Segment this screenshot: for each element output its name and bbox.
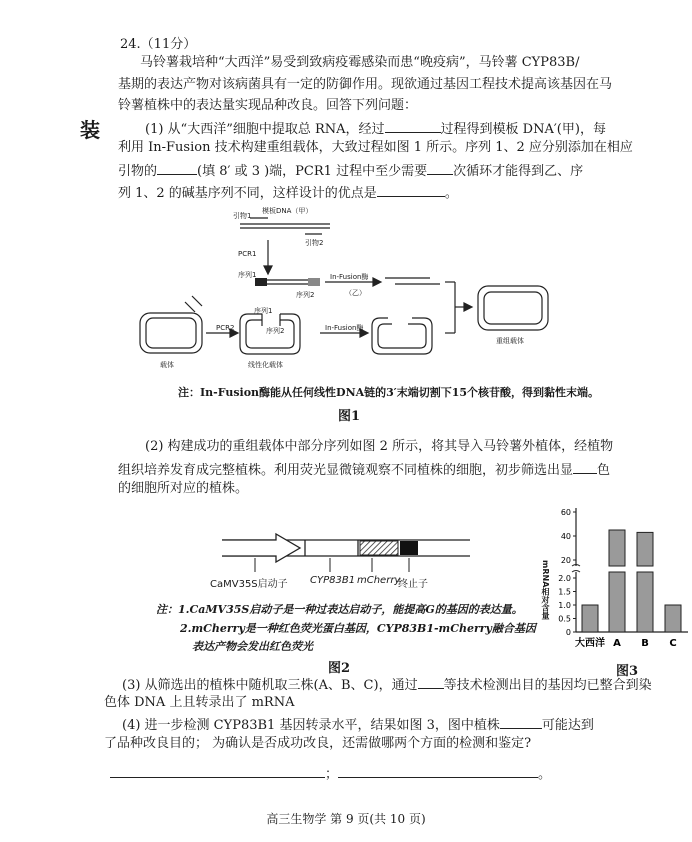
bar-B-lower	[637, 572, 653, 632]
q4-blank-plant[interactable]	[500, 716, 542, 729]
label-recombinant-vector: 重组载体	[496, 337, 524, 345]
figure-3-ylabel: mRNA相对含量	[541, 560, 550, 620]
label-seq-2: 序列2	[296, 291, 315, 299]
label-cyp83b1: CYP83B1	[310, 575, 356, 586]
label-pcr1: PCR1	[238, 250, 257, 258]
label-infusion-bottom: In-Fusion酶	[325, 324, 364, 332]
label-primer-1: 引物1	[233, 212, 252, 220]
y-tick-label: 60	[560, 508, 571, 517]
q3-blank-technique[interactable]	[418, 676, 444, 689]
answer-line: ； 。	[110, 765, 551, 782]
q2-line-2: 组织培养发育成完整植株。利用荧光显微镜观察不同植株的细胞，初步筛选出显 色	[118, 463, 611, 478]
label-vector: 载体	[160, 361, 174, 369]
label-seq-1: 序列1	[238, 271, 257, 279]
figure-1-caption: 图1	[338, 409, 361, 424]
bar-C	[665, 605, 681, 632]
x-tick-label: C	[669, 638, 677, 649]
figure-2-note-3: 表达产物会发出红色荧光	[192, 640, 313, 653]
label-primer-2: 引物2	[305, 239, 324, 247]
q1-line-4: 列 1、2 的碱基序列不同，这样设计的优点是 。	[118, 186, 458, 201]
figure-3-caption: 图3	[616, 664, 639, 679]
x-tick-label: B	[641, 638, 649, 649]
answer-blank-1[interactable]	[110, 765, 325, 778]
q4-line-2: 了品种改良目的； 为确认是否成功改良，还需做哪两个方面的检测和鉴定?	[104, 736, 532, 751]
q1-line-2: 利用 In-Fusion 技术构建重组载体，大致过程如图 1 所示。序列 1、2 应分别添加在相应	[118, 140, 633, 155]
figure-2-caption: 图2	[328, 661, 351, 676]
bar-B	[637, 532, 653, 566]
x-tick-label: A	[613, 638, 621, 649]
figure-2-note-2: 2.mCherry是一种红色荧光蛋白基因，CYP83B1-mCherry融合基因	[180, 622, 536, 635]
y-tick-label: 1.5	[558, 587, 571, 597]
figure-1-note: 注：In-Fusion酶能从任何线性DNA链的3′末端切割下15个核苷酸，得到黏性末端。	[178, 386, 600, 399]
label-seq-1-b: 序列1	[254, 307, 273, 315]
y-tick-label: 0.5	[558, 614, 571, 624]
y-tick-label: 2.0	[558, 574, 571, 583]
q2-line-1: (2) 构建成功的重组载体中部分序列如图 2 所示，将其导入马铃薯外植体，经植物	[145, 439, 614, 454]
q4-line-1: (4) 进一步检测 CYP83B1 基因转录水平，结果如图 3，图中植株 可能达到	[122, 718, 594, 733]
binding-mark: 装	[80, 118, 100, 142]
q2-line-3: 的细胞所对应的植株。	[118, 481, 249, 496]
q1-line-1: (1) 从“大西洋”细胞中提取总 RNA，经过 过程得到模板 DNA′(甲)，每	[145, 122, 606, 137]
question-header: 24.（11分）	[120, 37, 197, 52]
y-tick-label: 1.0	[558, 601, 571, 610]
label-template-dna: 模板DNA（甲）	[262, 207, 313, 215]
label-terminator: 终止子	[398, 579, 428, 590]
bar-大西洋	[582, 605, 598, 632]
page-footer: 高三生物学 第 9 页(共 10 页)	[266, 812, 426, 826]
y-tick-label: 40	[560, 532, 571, 541]
figure-2-note-1: 注：1.CaMV35S启动子是一种过表达启动子，能提高G的基因的表达量。	[156, 603, 523, 616]
axis-break-mark	[572, 571, 580, 573]
y-tick-label: 20	[560, 556, 571, 565]
label-infusion-top: In-Fusion酶	[330, 273, 369, 281]
label-mcherry: mCherry	[357, 575, 401, 586]
x-tick-label: 大西洋	[575, 638, 605, 649]
intro-line-2: 基期的表达产物对该病菌具有一定的防御作用。现欲通过基因工程技术提高该基因在马	[118, 77, 613, 92]
q3-line-1: (3) 从筛选出的植株中随机取三株(A、B、C)，通过 等技术检测出目的基因均已整合到染	[122, 678, 652, 693]
answer-blank-2[interactable]	[338, 765, 538, 778]
q3-line-2: 色体 DNA 上且转录出了 mRNA	[104, 695, 295, 710]
label-seq-2-b: 序列2	[266, 327, 285, 335]
label-yi: （乙）	[345, 289, 366, 297]
intro-line-3: 铃薯植株中的表达量实现品种改良。回答下列问题：	[118, 98, 418, 113]
label-promoter: CaMV35S启动子	[210, 579, 288, 590]
bar-A-lower	[609, 572, 625, 632]
q1-line-3: 引物的 (填 8′ 或 3 )端，PCR1 过程中至少需要 次循环才能得到乙、序	[118, 164, 584, 179]
y-tick-label: 0	[565, 628, 571, 637]
intro-line-1: 马铃薯栽培种“大西洋”易受到致病疫霉感染而患“晚疫病”，马铃薯 CYP83B/	[140, 55, 580, 70]
label-pcr2: PCR2	[216, 324, 235, 332]
label-linear-vector: 线性化载体	[248, 361, 283, 369]
bar-A	[609, 530, 625, 566]
